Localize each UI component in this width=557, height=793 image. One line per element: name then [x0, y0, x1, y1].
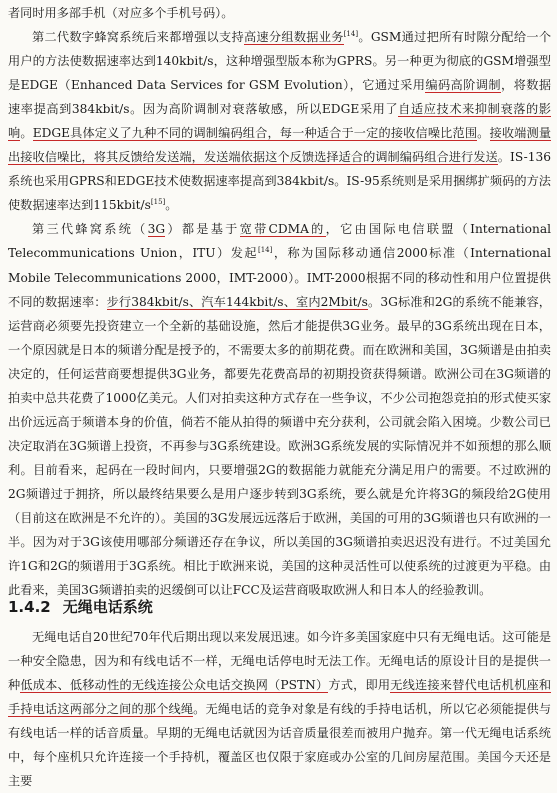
highlighted-text: 宽带CDMA的	[239, 222, 326, 237]
highlighted-text: 步行384kbit/s、汽车144kbit/s、室内2Mbit/s	[106, 294, 368, 309]
paragraph-3g-cellular	[8, 217, 551, 602]
highlighted-text: 3G	[147, 222, 166, 237]
highlighted-text: 自适应技术来抑制衰落的影响	[8, 102, 552, 141]
highlighted-text: 高速分组数据业务	[243, 30, 344, 45]
section-title: 无绳电话系统	[62, 598, 153, 616]
text-run: ，它由国际电信联盟（International Telecommunications Union，ITU）发起	[8, 222, 551, 261]
text-run: 。3G标准和2G的系统不能兼容，运营商必须要先投资建立一个全新的基础设施，然后才能提供3G业务。最早的3G系统出现在日本，一个原因就是日本的频谱分配是授予的，不需要太多的前期花费。而在欧洲和美国，3G频谱是由拍卖决定的，任何运营商要想提供3G业务，都要先花费高昂的初期投资获得频谱。欧洲公司在3G频谱的拍卖中总共花费了1000亿美元。人们对拍卖这种方式存在一些争议，不少公司抱怨竞拍的形式使买家出价远远高于频谱本身的价值，倘若不能从拍得的频谱中充分获利，公司就会陷入困境。少数公司已决定取消在3G频谱上投资，不再参与3G系统建设。欧洲3G系统发展的实际情况并不如预想的那么顺利。目前看来，起码在一段时间内，只要增强2G的数据能力就能充分满足用户的需要。不过欧洲的2G频谱过于拥挤，所以最终结果要么是用户逐步转到3G系统，要么就是允许将3G的频段给2G使用（目前这在欧洲是不允许的）。美国的3G发展远远落后于欧洲，美国的可用的3G频谱也只有欧洲的一半。因为对于3G该使用哪部分频谱还存在争议，所以美国的3G频谱拍卖迟迟没有进行。不过美国允许1G和2G的频谱用于3G系统。相比于欧洲来说，美国的这种灵活性可以使系统的过渡更为平稳。由此看来，美国3G频谱拍卖的迟缓倒可以让FCC及运营商吸取欧洲人和日本人的经验教训。	[8, 294, 551, 598]
text-run: 。无绳电话的竞争对象是有线的手持电话机，所以它必须能提供与有线电话一样的话音质量。早期的无绳电话就因为话音质量很差而被用户抛弃。第一代无绳电话系统中，每个座机只允许连接一个手持机，覆盖区也仅限于家庭或办公室的几间房屋范围。美国今天还是主要	[8, 702, 552, 789]
text-run: 方式，即用	[328, 678, 391, 693]
text-run: 。	[20, 126, 33, 141]
citation-ref: [14]	[343, 29, 359, 38]
paragraph-continuation: 者同时用多部手机（对应多个手机号码）。	[8, 6, 234, 20]
text-run: 第三代蜂窝系统（	[32, 222, 148, 237]
text-run: ，称为国际移动通信2000标准（International Mobile Telecommunications 2000，IMT-2000）。IMT-2000根据不同的移动性和用户位置提供不同的数据速率：	[8, 246, 551, 309]
highlighted-text: 接收端测量出接收信噪比，将其反馈给发送端，发送端依据这个反馈选择适合的调制编码组合进行发送	[8, 126, 552, 165]
section-number: 1.4.2	[8, 598, 51, 616]
section-text-lower	[8, 625, 551, 793]
highlighted-text: EDGE具体定义了九种不同的调制编码组合，每一种适合于一定的接收信噪比范围	[32, 126, 478, 141]
paragraph-cordless-phone	[8, 625, 551, 793]
text-run: ）都是基于	[165, 222, 240, 237]
text-run: 。IS-136系统也采用GPRS和EDGE技术使数据速率提高到384kbit/s。IS-95系统则是采用捆绑扩频码的方法使数据速率达到115kbit/s	[8, 150, 552, 213]
text-run: 无绳电话自20世纪70年代后期出现以来发展迅速。如今许多美国家庭中只有无绳电话。这可能是一种安全隐患，因为和有线电话不一样，无绳电话停电时无法工作。无绳电话的原设计目的是提供一种	[8, 630, 551, 693]
paragraph-2g-cellular	[8, 25, 551, 217]
highlighted-text: 低成本、低移动性的无线连接公众电话交换网（PSTN）	[20, 678, 329, 693]
citation-ref: [14]	[258, 246, 273, 255]
text-run: 。GSM通过把所有时隙分配给一个用户的方法使数据速率达到140kbit/s，这种增强型版本称为GPRS。另一种更为彻底的GSM增强型是EDGE（Enhanced Data Services for GSM Evolution），它通过采用	[8, 30, 552, 93]
highlighted-text: 无线连接来替代电话机机座和手持电话这两部分之间的那个线绳	[8, 678, 552, 717]
text-run: 第二代数字蜂窝系统后来都增强以支持	[32, 30, 244, 45]
highlighted-text: 编码高阶调制	[425, 78, 501, 93]
citation-ref: [15]	[150, 198, 166, 207]
section-text-upper	[8, 1, 551, 602]
text-run: 。	[477, 126, 490, 141]
text-run: ，将数据速率提高到384kbit/s。因为高阶调制对衰落敏感，所以EDGE采用了	[8, 78, 552, 117]
text-run: 。	[165, 198, 178, 213]
section-heading	[8, 596, 153, 617]
